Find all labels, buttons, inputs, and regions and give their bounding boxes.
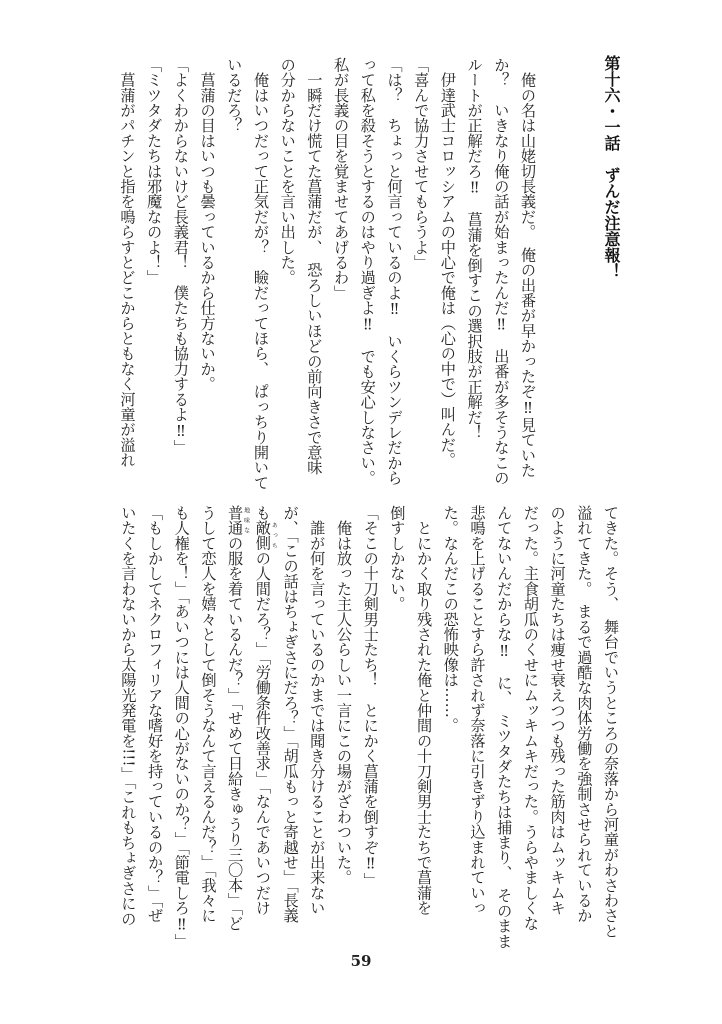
text-line (115, 505, 142, 945)
ruby-text: あっち (270, 520, 278, 551)
text-segment: 菖蒲の目はいつも曇っているから仕方ないか。 (198, 57, 217, 392)
text-segment: の分からないことを言い出した。 (278, 57, 297, 285)
text-segment: 悲鳴を上げることすら許されず奈落に引きずり込まれていっ (468, 505, 487, 916)
text-line (354, 57, 381, 486)
text-segment: 俺の名は山姥切長義だ。 俺の出番が早かったぞ‼見ていた (519, 57, 537, 478)
ruby-text: 地味な (242, 505, 250, 536)
text-segment: 伊達武士コロッシアムの中心で俺は（心の中で）叫んだ。 (438, 57, 457, 468)
body-text-upper (113, 57, 541, 491)
text-line (247, 57, 274, 491)
text-line (517, 505, 544, 945)
text-segment: 「そこの十刀剣男士たち！ とにかく菖蒲を倒すぞ‼」 (361, 505, 380, 888)
ruby-base: 敵側 (253, 520, 272, 551)
text-segment: か？ いきなり俺の話が始まったんだ‼ 出番が多そうなこの (492, 57, 511, 486)
text-line (140, 57, 167, 472)
text-segment: 「もしかしてネクロフィリアな嗜好を持っているのか？」「ぜ (146, 505, 165, 923)
page-number: 59 (350, 952, 372, 970)
text-segment: のように河童たちは痩せ衰えつつも残った筋肉はムッキムキ (548, 505, 567, 916)
chapter-title: 第十六・一話 ずんだ注意報！ (602, 55, 621, 279)
text-line (274, 57, 301, 472)
text-segment: も (253, 505, 272, 521)
text-line (437, 505, 464, 945)
text-line (357, 505, 384, 945)
text-line (221, 505, 249, 945)
body-text-lower (116, 505, 624, 949)
text-line (381, 57, 408, 486)
text-line (407, 57, 434, 472)
text-line (304, 505, 331, 945)
text-segment: が、「この話はちょぎさにだろ？」「胡瓜もっと寄越せ」「長義 (281, 505, 300, 923)
text-segment: 俺はいつだって正気だが？ 瞼だってほら、 ぱっちり開いて (251, 57, 270, 491)
text-line (490, 505, 517, 949)
text-segment: 俺は放った主人公らしい一言にこの場がざわついた。 (334, 505, 353, 885)
text-line (330, 505, 357, 945)
ruby-base: 普通 (226, 505, 245, 536)
text-segment: って私を殺そうとするのはやり過ぎよ‼ でも安心しなさい。 (358, 57, 377, 486)
text-line (571, 505, 598, 945)
text-segment: いたくを言わないから太陽光発電を!!!」「これもちょぎさにの (119, 505, 138, 927)
text-line (514, 57, 541, 478)
text-segment: うして恋人を嬉々として倒そうなんて言えるんだ？」「我々に (199, 505, 218, 923)
text-line (195, 505, 222, 945)
text-segment: 「は？ ちょっと何言っているのよ‼ いくらツンデレだから (385, 57, 404, 486)
text-segment: 誰が何を言っているのかまでは聞き分けることが出来ない (308, 505, 327, 916)
text-segment: 菖蒲がパチンと指を鳴らすとどこからともなく河童が溢れ (118, 57, 137, 468)
text-segment: た。なんだこの恐怖映像は……。 (441, 505, 460, 733)
text-line (194, 57, 221, 472)
text-line (167, 57, 194, 472)
text-line (410, 505, 437, 945)
text-line (277, 505, 304, 945)
text-segment: 「喜んで協力させてもらうよ」 (412, 57, 431, 270)
text-line (597, 505, 624, 945)
text-line (168, 505, 195, 949)
text-segment: も人権を！」「あいつには人間の心がないのか？」「節電しろ‼」 (172, 505, 191, 949)
text-segment: 溢れてきた。 まるで過酷な肉体労働を強制させられているか (575, 505, 594, 923)
text-segment: だった。主食胡瓜のくせにムッキムキだった。うらやましくな (521, 505, 540, 931)
text-line (434, 57, 461, 472)
text-line (488, 57, 515, 486)
text-segment: 一瞬だけ慌てた菖蒲だが、 恐ろしいほどの前向きさで意味 (305, 57, 324, 475)
text-segment: の服を着ているんだ？」「せめて日給きゅうり三〇本」「ど (226, 535, 245, 931)
text-segment: とにかく取り残された俺と仲間の十刀剣男士たちで菖蒲を (415, 505, 434, 916)
text-line (544, 505, 571, 945)
ruby-annotation (253, 520, 278, 551)
text-segment: の人間だろ？」「労働条件改善求」「なんであいつだけ (253, 550, 272, 916)
text-line (464, 505, 491, 945)
text-line (221, 57, 248, 472)
text-line (384, 505, 411, 945)
text-segment: いるだろ？ (225, 57, 244, 133)
text-segment: てきた。そう、 舞台でいうところの奈落から河童がわさわさと (602, 505, 620, 939)
text-segment: んてないんだからな‼ に、 ミツタダたちは捕まり、 そのまま (495, 505, 514, 949)
text-line (301, 57, 328, 475)
text-line (249, 505, 277, 945)
text-segment: ルートが正解だろ‼ 菖蒲を倒すこの選択肢が正解だ！ (465, 57, 484, 440)
text-line (114, 57, 141, 472)
text-line (141, 505, 168, 945)
text-segment: 私が長義の目を覚ませてあげるわ」 (332, 57, 351, 301)
text-line (327, 57, 354, 472)
text-segment: 「よくわからないけど長義君！ 僕たちも協力するよ‼」 (171, 57, 190, 455)
ruby-annotation (226, 505, 250, 536)
text-segment: 倒すしかない。 (388, 505, 407, 612)
text-line (461, 57, 488, 472)
text-segment: 「ミツタダたちは邪魔なのよ！」 (145, 57, 164, 285)
